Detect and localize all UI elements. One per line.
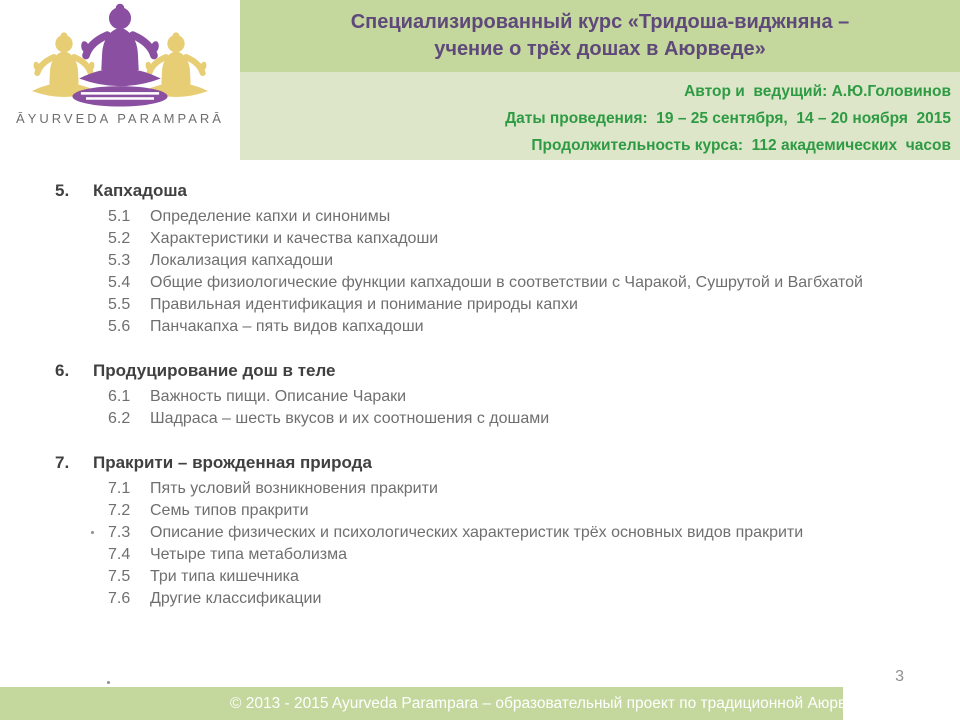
section-items — [0, 386, 960, 430]
outline-item — [0, 408, 960, 430]
item-text: Другие классификации — [150, 590, 322, 607]
outline-section — [0, 180, 960, 338]
stray-period-mark — [91, 531, 94, 534]
item-number: 5.2 — [108, 230, 131, 247]
item-text: Пять условий возникновения пракрити — [150, 480, 438, 497]
item-number: 6.1 — [108, 388, 131, 405]
stray-period-mark — [107, 681, 110, 684]
footer-copyright: © 2013 - 2015 Ayurveda Parampara – образовательный проект по традиционной Аюрведе — [230, 695, 873, 712]
outline-item — [0, 522, 960, 544]
section-number: 5. — [55, 181, 70, 200]
item-text: Описание физических и психологических характеристик трёх основных видов пракрити — [150, 524, 804, 541]
section-heading — [0, 452, 960, 474]
outline-item — [0, 206, 960, 228]
item-number: 5.6 — [108, 318, 131, 335]
item-text: Характеристики и качества капхадоши — [150, 230, 439, 247]
item-number: 6.2 — [108, 410, 131, 427]
item-text: Важность пищи. Описание Чараки — [150, 388, 407, 405]
section-title: Пракрити – врожденная природа — [93, 453, 372, 472]
item-number: 5.1 — [108, 208, 131, 225]
section-heading — [0, 360, 960, 382]
outline-item — [0, 544, 960, 566]
title-band — [240, 0, 960, 72]
section-number: 6. — [55, 361, 70, 380]
section-number: 7. — [55, 453, 70, 472]
item-text: Четыре типа метаболизма — [150, 546, 348, 563]
section-items — [0, 478, 960, 610]
section-title: Капхадоша — [93, 181, 188, 200]
course-duration: Продолжительность курса: 112 академических часов — [531, 137, 951, 154]
outline-item — [0, 588, 960, 610]
outline-section — [0, 452, 960, 610]
item-number: 5.3 — [108, 252, 131, 269]
item-number: 7.5 — [108, 568, 131, 585]
item-number: 5.5 — [108, 296, 131, 313]
item-text: Общие физиологические функции капхадоши в соответствии с Чаракой, Сушрутой и Вагбхатой — [150, 274, 863, 291]
outline-item — [0, 294, 960, 316]
outline-item — [0, 500, 960, 522]
page-number: 3 — [895, 668, 904, 685]
item-number: 7.3 — [108, 524, 131, 541]
course-author: Автор и ведущий: А.Ю.Головинов — [684, 83, 951, 100]
item-number: 7.1 — [108, 480, 131, 497]
outline-item — [0, 272, 960, 294]
outline-item — [0, 250, 960, 272]
item-text: Панчакапха – пять видов капхадоши — [150, 318, 424, 335]
item-text: Определение капхи и синонимы — [150, 208, 391, 225]
item-number: 7.6 — [108, 590, 131, 607]
course-title-line2: учение о трёх дошах в Аюрведе» — [434, 38, 766, 60]
outline-item — [0, 566, 960, 588]
item-text: Правильная идентификация и понимание природы капхи — [150, 296, 578, 313]
item-number: 7.2 — [108, 502, 131, 519]
item-text: Семь типов пракрити — [150, 502, 309, 519]
meditating-figure-center-icon — [69, 2, 171, 109]
item-text: Шадраса – шесть вкусов и их соотношения с дошами — [150, 410, 550, 427]
outline-section — [0, 360, 960, 430]
item-number: 7.4 — [108, 546, 131, 563]
outline-item — [0, 316, 960, 338]
section-heading — [0, 180, 960, 202]
outline-item — [0, 228, 960, 250]
course-dates: Даты проведения: 19 – 25 сентября, 14 – 20 ноября 2015 — [505, 110, 951, 127]
section-title: Продуцирование дош в теле — [93, 361, 336, 380]
outline-item — [0, 386, 960, 408]
item-text: Три типа кишечника — [150, 568, 299, 585]
logo — [0, 0, 240, 165]
outline-item — [0, 478, 960, 500]
info-band — [240, 72, 960, 160]
outline — [0, 180, 960, 632]
item-number: 5.4 — [108, 274, 131, 291]
footer-bar — [0, 687, 873, 720]
course-title-line1: Специализированный курс «Тридоша-виджняна – — [350, 11, 850, 33]
logo-brand-text: ĀYURVEDA PARAMPARĀ — [16, 111, 224, 126]
item-text: Локализация капхадоши — [150, 252, 334, 269]
section-items — [0, 206, 960, 338]
